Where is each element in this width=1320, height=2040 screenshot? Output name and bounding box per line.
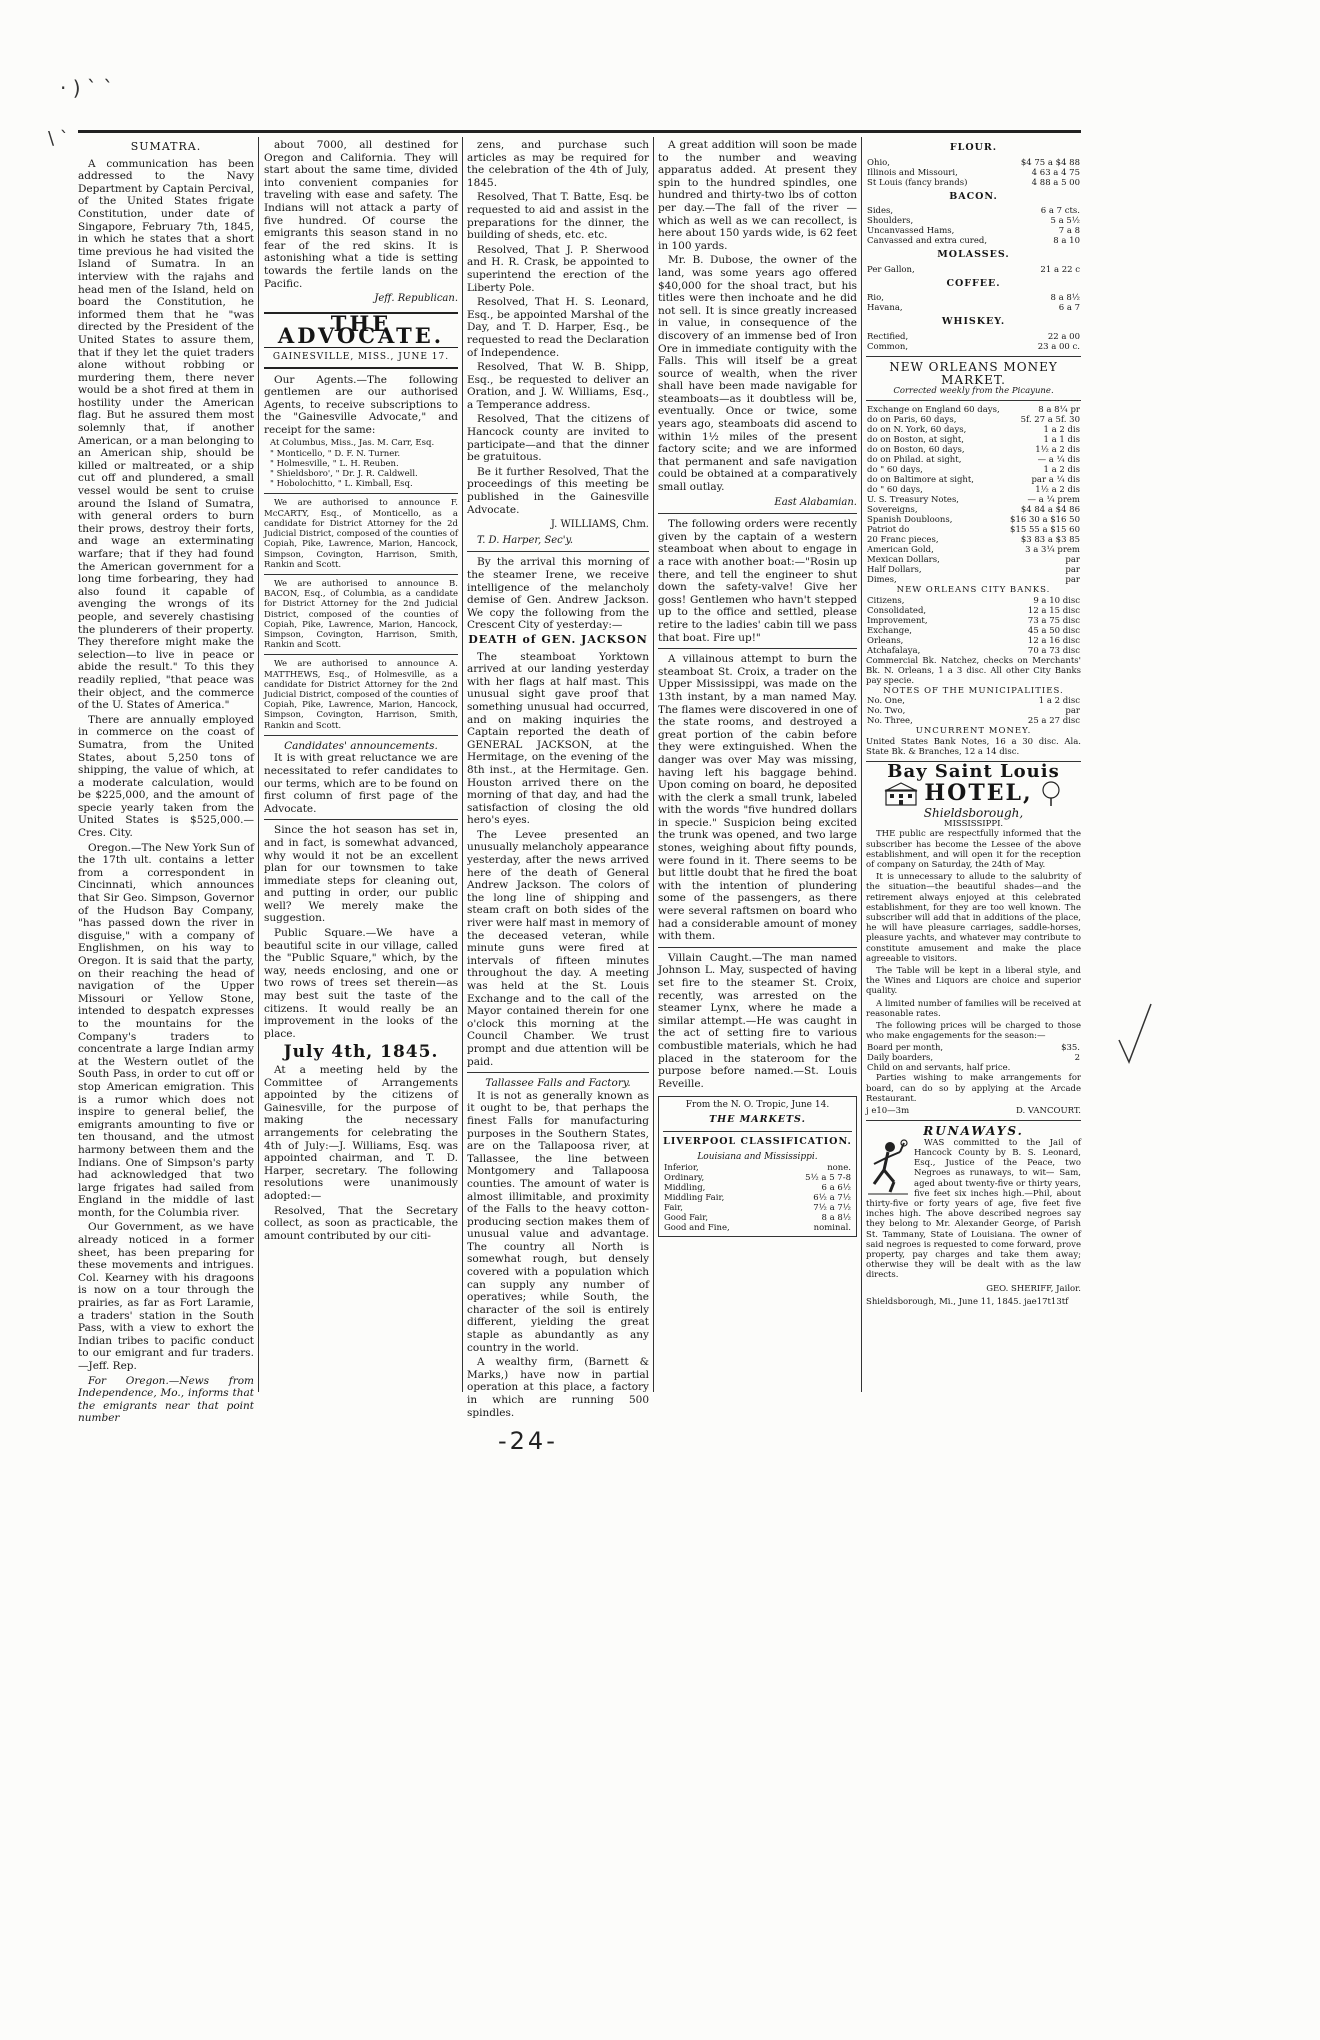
whiskey-heading: WHISKEY. (941, 316, 1006, 328)
hotel-title-row (866, 781, 1081, 807)
table-row (866, 575, 1081, 585)
table-row (663, 1163, 852, 1173)
row-value: 6 a 6½ (821, 1182, 851, 1193)
agent-line: " Hobolochitto, " L. Kimball, Esq. (270, 479, 413, 490)
cotton-price-table (663, 1163, 852, 1233)
markets-subheading: LIVERPOOL CLASSIFICATION. (663, 1135, 852, 1147)
row-label: 20 Franc pieces, (867, 535, 939, 546)
july-heading: July 4th, 1845. (283, 1042, 439, 1063)
agent-line: " Monticello, " D. F. N. Turner. (270, 448, 401, 459)
row-label: Consolidated, (867, 605, 927, 616)
hotel-building-icon (884, 782, 918, 806)
divider (467, 1072, 649, 1073)
row-label: Ordinary, (664, 1172, 705, 1183)
row-label: Uncanvassed Hams, (867, 226, 955, 237)
article-paragraph: Mr. B. Dubose, the owner of the land, was some years ago offered $40,000 for the shoal tract, but his titles were then inchoate and he did not sell. It is since greatly increased in value, in consequence of the discovery of an immense bed of Iron Ore in immediate contiguity with the Falls. This will itself be a great source of wealth, when the river shall have been made navigable for steamboats—as it doubtless will be, eventually. Once or twice, some years ago, steamboats did ascend to within 1½ miles of the present factory scite; and we are informed that permanent and safe navigation could be obtained at a comparatively small outlay. (658, 254, 857, 494)
table-row (663, 1213, 852, 1223)
table-row (866, 216, 1081, 226)
row-value: par (1065, 575, 1080, 586)
table-row (866, 1063, 1081, 1073)
markets-subheading: Louisiana and Mississippi. (697, 1151, 818, 1162)
column-rule (861, 137, 862, 1392)
table-row (866, 158, 1081, 168)
table-row (866, 636, 1081, 646)
row-label: Middling Fair, (664, 1192, 725, 1203)
row-value: — a ¼ prem (1027, 495, 1080, 506)
article-paragraph: A villainous attempt to burn the steamboat St. Croix, a trader on the Upper Mississippi, was made on the 13th instant, by a man named May. The flames were discovered in one of the state rooms, and destroyed a great portion of the cabin before they were extinguished. When the danger was over May was missing, having left his baggage behind. Upon coming on board, he deposited with the clerk a small trunk, labeled with the words "five hundred dollars in specie." Suspicion being excited the trunk was opened, and two large stones, weighing about fifty pounds, were found in it. There seems to be but little doubt that he fired the boat with the intention of plundering some of the passengers, as there were several raftsmen on board who had a considerable amount of money with them. (658, 653, 857, 943)
hotel-paragraph: The following prices will be charged to those who make engagements for the season:— (866, 1021, 1081, 1042)
row-label: No. Three, (867, 716, 913, 727)
table-row (866, 206, 1081, 216)
row-value: $4 75 a $4 88 (1020, 157, 1080, 168)
announcement: We are authorised to announce B. BACON, Esq., of Columbia, as a candidate for District Attorney for the 2nd Judicial District, composed of the counties of Copiah, Pike, Lawrence, Marion, Hancock, Simpson, Covington, Harrison, Smith, Rankin and Scott. (264, 578, 458, 651)
row-label: Improvement, (867, 615, 928, 626)
table-row (866, 178, 1081, 188)
row-label: do " 60 days, (867, 485, 923, 496)
row-value: 70 a 73 disc (1027, 645, 1080, 656)
hotel-rates-table (866, 1043, 1081, 1073)
divider (264, 574, 458, 575)
markets-source: From the N. O. Tropic, June 14. (685, 1100, 830, 1111)
table-row (866, 405, 1081, 415)
agent-line: At Columbus, Miss., Jas. M. Carr, Esq. (270, 438, 435, 449)
row-label: Patriot do (867, 525, 910, 536)
table-row (866, 515, 1081, 525)
table-row (866, 265, 1081, 275)
row-value: 21 a 22 c (1040, 264, 1080, 275)
column-1 (78, 139, 254, 1425)
table-row (866, 1053, 1081, 1063)
table-row (866, 716, 1081, 726)
row-value (1054, 1063, 1081, 1073)
row-value: — a ¼ dis (1037, 455, 1080, 466)
table-row (866, 236, 1081, 246)
article-source: East Alabamian. (774, 496, 857, 508)
article-paragraph: It is with great reluctance we are necessitated to refer candidates to our terms, which are to be found on first column of first page of the Advocate. (264, 752, 458, 815)
table-row (663, 1223, 852, 1233)
runaway-figure-icon (866, 1140, 910, 1196)
row-value: 4 88 a 5 00 (1031, 177, 1080, 188)
row-label: No. One, (867, 696, 905, 707)
article-paragraph: Resolved, That J. P. Sherwood and H. R. Crask, be appointed to superintend the erection of the Liberty Pole. (467, 243, 649, 294)
row-label: Half Dollars, (867, 565, 922, 576)
column-rule (653, 137, 654, 1392)
municipalities-heading: NOTES OF THE MUNICIPALITIES. (883, 686, 1064, 697)
table-row (866, 505, 1081, 515)
row-value: 1 a 1 dis (1043, 435, 1080, 446)
row-value: 7½ a 7½ (813, 1202, 851, 1213)
row-label: Havana, (867, 303, 903, 314)
article-paragraph: There are annually employed in commerce on the coast of Sumatra, from the United States, about 5,250 tons of shipping, the value of which, at a moderate calculation, would be $225,000, and the amount of specie yearly taken from the United States is $525,000.—Cres. City. (78, 713, 254, 840)
table-row (866, 565, 1081, 575)
row-label: Spanish Doubloons, (867, 515, 953, 526)
article-paragraph: A wealthy firm, (Barnett & Marks,) have now in partial operation at this place, a factory in which are running 500 spindles. (467, 1356, 649, 1419)
row-value: 1½ a 2 dis (1035, 445, 1080, 456)
row-label: Canvassed and extra cured, (867, 236, 988, 247)
table-row (866, 525, 1081, 535)
article-paragraph: zens, and purchase such articles as may be required for the celebration of the 4th of July, 1845. (467, 139, 649, 189)
table-row (866, 1043, 1081, 1053)
article-paragraph: Public Square.—We have a beautiful scite in our village, called the "Public Square," which, by the way, needs enclosing, and one or two rows of trees set therein—as may best suit the taste of the citizens. It would really be an improvement in the looks of the place. (264, 927, 458, 1040)
row-label: Good Fair, (664, 1212, 709, 1223)
divider (866, 400, 1081, 401)
agents-intro: Our Agents.—The following gentlemen are our authorised Agents, to receive subscriptions to the "Gainesville Advocate," and receipt for the same: (264, 373, 458, 436)
runaways-signature: GEO. SHERIFF, Jailor. (986, 1283, 1081, 1294)
article-paragraph: For Oregon.—News from Independence, Mo., informs that the emigrants near that point number (78, 1374, 254, 1425)
municipalities-table (866, 696, 1081, 726)
row-value: $15 55 a $15 60 (1010, 525, 1080, 536)
row-label: Sides, (867, 206, 894, 217)
column-4 (658, 139, 857, 1389)
margin-mark: · ) ` ` (60, 76, 114, 100)
row-value: $16 30 a $16 50 (1010, 515, 1080, 526)
hotel-paragraph: The Table will be kept in a liberal style, and the Wines and Liquors are choice and superior quality. (866, 966, 1081, 997)
city-banks-table (866, 596, 1081, 656)
masthead-title: THE ADVOCATE. (264, 312, 458, 348)
row-label: do on Boston, 60 days, (867, 445, 965, 456)
hotel-signature: D. VANCOURT. (1015, 1106, 1081, 1117)
row-value: 9 a 10 disc (1033, 595, 1080, 606)
handwritten-check-mark (1115, 1000, 1155, 1070)
row-value: 5f. 27 a 5f. 30 (1020, 415, 1080, 426)
article-paragraph: about 7000, all destined for Oregon and California. They will start about the same time, divided into convenient companies for traveling with ease and safety. The Indians will not attack a party of five hundred. Of course the emigrants this season stand in no fear of the red skins. It is astonishing what a tide is setting towards the fertile lands on the Pacific. (264, 139, 458, 290)
divider (658, 513, 857, 514)
row-value: par (1065, 555, 1080, 566)
announcement: We are authorised to announce F. McCARTY, Esq., of Monticello, as a candidate for District Attorney for the 2d Judicial District, composed of the counties of Copiah, Pike, Lawrence, Marion, Hancock, Simpson, Covington, Harrison, Smith, Rankin and Scott. (264, 498, 458, 570)
table-row (866, 495, 1081, 505)
runaways-date: Shieldsborough, Mi., June 11, 1845. jae17t13tf (866, 1296, 1069, 1307)
row-value: 45 a 50 disc (1027, 625, 1080, 636)
coffee-table (866, 293, 1081, 313)
article-paragraph: A communication has been addressed to the Navy Department by Captain Percival, of the United States frigate Constitution, under date of Singapore, February 7th, 1845, in which he states that a short time previous he had visited the Island of Sumatra. In an interview with the rajahs and head men of the Island, held on board the Constitution, he informed them that he "was directed by the President of the United States to assure them, that if they let the quiet traders alone without robbing or murdering them, there never would be a shot fired at them in hostility under the American flag. But he assured them most solemnly that, if another American, or a man belonging to an American ship, should be killed or maltreated, or a ship cut off and plundered, a small vessel would be sent to cruise around the Island of Sumatra, with general orders to burn their prows, destroy their forts, and wage an exterminating warfare; that if they had found the American government for a long time forbearing, they had also found it capable of avenging the wrongs of its people, and severely chastising the plunderers of their property. They therefore might make the selection—to live in peace or abide the result." To this they readily replied, "that peace was their object, and the commerce of the U. States of America." (78, 157, 254, 712)
row-label: Exchange on England 60 days, (867, 405, 1000, 416)
molasses-heading: MOLASSES. (937, 249, 1010, 261)
hotel-ad-heading: Bay Saint Louis (887, 760, 1060, 782)
row-value: 7 a 8 (1058, 226, 1080, 237)
article-paragraph: Resolved, That the citizens of Hancock county are invited to participate—and that the dinner be gratuitous. (467, 413, 649, 464)
row-label: do on Boston, at sight, (867, 435, 964, 446)
uncurrent-money-text: United States Bank Notes, 16 a 30 disc. Ala. State Bk. & Branches, 12 a 14 disc. (866, 736, 1081, 757)
row-value: 8 a 10 (1053, 236, 1080, 247)
row-value: 23 a 00 c. (1037, 341, 1080, 352)
row-label: Atchafalaya, (867, 645, 921, 656)
row-value: $35. (1061, 1043, 1080, 1054)
article-paragraph: The steamboat Yorktown arrived at our landing yesterday with her flags at half mast. This unusual sight gave proof that something unusual had occurred, and on making inquiries the Captain reported the death of GENERAL JACKSON, at the Hermitage, on the evening of the 8th inst., at the Hermitage. Gen. Houston arrived there on the morning of that day, and had the satisfaction of closing the old hero's eyes. (467, 650, 649, 827)
divider (658, 648, 857, 649)
table-row (663, 1173, 852, 1183)
table-row (663, 1203, 852, 1213)
row-label: Inferior, (664, 1162, 699, 1173)
divider (866, 1120, 1081, 1121)
article-source: Jeff. Republican. (374, 293, 458, 305)
row-label: Daily boarders, (867, 1053, 934, 1064)
flour-table (866, 158, 1081, 188)
article-paragraph: The Levee presented an unusually melancholy appearance yesterday, after the news arrived here of the death of General Andrew Jackson. The colors of the long line of shipping and steam craft on both sides of the river were half mast in memory of the deceased veteran, while minute guns were fired at intervals of fifteen minutes throughout the day. A meeting was held at the St. Louis Exchange and to the call of the Mayor contained therein for one o'clock this morning at the Council Chamber. We trust prompt and due attention will be paid. (467, 828, 649, 1068)
table-row (866, 596, 1081, 606)
table-row (663, 1183, 852, 1193)
row-value: 1 a 2 dis (1043, 425, 1080, 436)
row-value: 8 a 8¼ pr (1038, 405, 1080, 416)
row-value: 1 a 2 dis (1043, 465, 1080, 476)
article-paragraph: At a meeting held by the Committee of Arrangements appointed by the citizens of Gainesville, for the purpose of making the necessary arrangements for celebrating the 4th of July:—J. Williams, Esq. was appointed chairman, and T. D. Harper, secretary. The following resolutions were unanimously adopted:— (264, 1064, 458, 1202)
row-label: Illinois and Missouri, (867, 167, 958, 178)
column-5 (866, 139, 1081, 1389)
row-label: Ohio, (867, 157, 890, 168)
row-value: 6½ a 7½ (813, 1192, 851, 1203)
row-value: nominal. (813, 1222, 851, 1233)
row-label: Rio, (867, 293, 884, 304)
row-value: 8 a 8½ (1050, 293, 1080, 304)
table-row (866, 606, 1081, 616)
row-value: 5½ a 5 7-8 (805, 1172, 851, 1183)
article-paragraph: A great addition will soon be made to the number and weaving apparatus added. At present they spin to the hundred spindles, one hundred and thirty-two lbs of cotton per day.—The fall of the river —which as well as we can recollect, is here about 150 yards wide, is 62 feet in 100 yards. (658, 139, 857, 252)
row-value: par (1065, 706, 1080, 717)
hotel-place: Shieldsborough, (923, 805, 1024, 820)
row-label: do on Philad. at sight, (867, 455, 962, 466)
row-value: 12 a 15 disc (1027, 605, 1080, 616)
row-label: Good and Fine, (664, 1222, 730, 1233)
row-label: Common, (867, 341, 909, 352)
row-label: Exchange, (867, 625, 912, 636)
divider (264, 735, 458, 736)
table-row (866, 332, 1081, 342)
row-label: Per Gallon, (867, 264, 915, 275)
row-label: American Gold, (867, 545, 934, 556)
hotel-name: HOTEL, (924, 780, 1033, 807)
article-heading: SUMATRA. (130, 140, 202, 153)
agent-line: " Holmesville, " L. H. Reuben. (270, 458, 399, 469)
row-label: Child on and servants, half price. (867, 1063, 1011, 1074)
row-label: Shoulders, (867, 216, 914, 227)
runaways-heading: RUNAWAYS. (923, 1124, 1024, 1139)
masthead-dateline: GAINESVILLE, MISS., JUNE 17. (264, 351, 458, 369)
row-value: 73 a 75 disc (1027, 615, 1080, 626)
table-row (663, 1193, 852, 1203)
row-value: 4 63 a 4 75 (1031, 167, 1080, 178)
bacon-table (866, 206, 1081, 246)
divider (663, 1131, 852, 1132)
flour-heading: FLOUR. (949, 142, 998, 153)
city-banks-heading: NEW ORLEANS CITY BANKS. (896, 585, 1051, 596)
table-row (866, 425, 1081, 435)
row-value: none. (827, 1162, 851, 1173)
table-row (866, 455, 1081, 465)
hotel-state: MISSISSIPPI. (943, 819, 1004, 830)
runaways-notice (866, 1138, 1081, 1281)
table-row (866, 342, 1081, 352)
row-value: 22 a 00 (1047, 331, 1080, 342)
row-label: U. S. Treasury Notes, (867, 495, 960, 506)
table-row (866, 545, 1081, 555)
row-value: 5 a 5½ (1050, 216, 1080, 227)
table-row (866, 616, 1081, 626)
article-paragraph: Since the hot season has set in, and in fact, is somewhat advanced, why would it not be an excellent plan for our townsmen to take immediate steps for cleaning out, and putting in order, our public well? We merely make the suggestion. (264, 824, 458, 925)
table-row (866, 475, 1081, 485)
coffee-heading: COFFEE. (946, 277, 1001, 289)
row-label: No. Two, (867, 706, 906, 717)
markets-box (658, 1096, 857, 1236)
row-label: Citizens, (867, 595, 905, 606)
city-banks-note: Commercial Bk. Natchez, checks on Merchants' Bk. N. Orleans, 1 a 3 disc. All other City Banks pay specie. (866, 655, 1081, 686)
newspaper-page (78, 130, 1081, 1425)
table-row (866, 293, 1081, 303)
margin-mark-slash: \ ` (48, 128, 69, 149)
whiskey-table (866, 332, 1081, 352)
row-label: Rectified, (867, 331, 909, 342)
article-paragraph: Resolved, That W. B. Shipp, Esq., be requested to deliver an Oration, and J. W. Williams, Esq., a Temperance address. (467, 361, 649, 411)
markets-heading: THE MARKETS. (709, 1114, 806, 1126)
article-paragraph: It is not as generally known as it ought to be, that perhaps the finest Falls for manufacturing purposes in the Southern States, are on the Tallapoosa river, at Tallassee, the line between Montgomery and Tallapoosa counties. The amount of water is almost illimitable, and proximity of the Falls to the heavy cotton-producing section makes them of unusual value and advantage. The country all North is somewhat rough, but densely covered with a population which can supply any number of operatives; while South, the character of the soil is entirely different, yielding the great staple as abundantly as any country in the world. (467, 1089, 649, 1354)
uncurrent-money-heading: UNCURRENT MONEY. (915, 726, 1032, 737)
article-paragraph: Resolved, That H. S. Leonard, Esq., be appointed Marshal of the Day, and T. D. Harper, Esq., be requested to read the Declaration of Independence. (467, 296, 649, 359)
column-rule (462, 137, 463, 1392)
article-paragraph: Resolved, That T. Batte, Esq. be requested to aid and assist in the preparations for the dinner, the building of sheds, etc. etc. (467, 191, 649, 242)
article-paragraph: Our Government, as we have already noticed in a former sheet, has been preparing for these movements and intrigues. Col. Kearney with his dragoons is now on a tour through the prairies, as far as Fort Laramie, a traders' station in the South Pass, with a view to exhort the Indian tribes to pacific conduct to our emigrant and fur traders.—Jeff. Rep. (78, 1221, 254, 1372)
table-row (866, 706, 1081, 716)
table-row (866, 696, 1081, 706)
column-2 (264, 139, 458, 1389)
announcement: We are authorised to announce A. MATTHEWS, Esq., of Holmesville, as a candidate for District Attorney for the 2nd Judicial District, composed of the counties of Copiah, Pike, Lawrence, Marion, Hancock, Simpson, Covington, Harrison, Smith, Rankin and Scott. (264, 659, 458, 731)
row-value: $4 84 a $4 86 (1020, 505, 1080, 516)
table-row (866, 226, 1081, 236)
row-value: 6 a 7 (1058, 303, 1080, 314)
money-market-source: Corrected weekly from the Picayune. (893, 386, 1054, 397)
money-market-heading: NEW ORLEANS MONEY MARKET. (889, 359, 1058, 387)
money-table (866, 405, 1081, 585)
row-label: Middling, (664, 1182, 706, 1193)
table-row (866, 626, 1081, 636)
divider (658, 947, 857, 948)
jackson-heading: DEATH of GEN. JACKSON (468, 632, 648, 646)
candidates-heading: Candidates' announcements. (284, 739, 438, 752)
runaways-paragraph: WAS committed to the Jail of Hancock County by B. S. Leonard, Esq., Justice of the Peace, two Negroes as runaways, to wit— Sam, aged about twenty-five or thirty years, five feet six inches high.—Phil, about thirty-five or forty years of age, five feet five inches high. The above described negroes say they belong to Mr. Alexander George, of Parish St. Tammany, State of Louisiana. The owner of said negroes is requested to come forward, prove property, pay charges and take them away; otherwise they will be dealt with as the law directs. (866, 1137, 1081, 1281)
row-value: 12 a 16 disc (1027, 635, 1080, 646)
signature: T. D. Harper, Sec'y. (477, 534, 574, 546)
molasses-table (866, 265, 1081, 275)
agents-list (264, 438, 458, 489)
tree-icon (1039, 781, 1063, 807)
column-rule (258, 137, 259, 1392)
article-paragraph: The following orders were recently given by the captain of a western steamboat when about to engage in a race with another boat:—"Rosin up there, and tell the engineer to shut down the safety-valve! Give her goss! Gentlemen who havn't stepped up to the office and settled, please retire to the ladies' cabin till we pass that boat. Fire up!" (658, 518, 857, 644)
table-row (866, 168, 1081, 178)
article-paragraph: Oregon.—The New York Sun of the 17th ult. contains a letter from a correspondent in Cincinnati, which announces that Sir Geo. Simpson, Governor of the Hudson Bay Company, "has passed down the river in disguise," with a company of Englishmen, on his way to Oregon. It is said that the party, on their reaching the head of navigation of the Upper Missouri or Yellow Stone, intended to despatch expresses to the mountains for the Company's traders to concentrate a large Indian army at the Western outlet of the South Pass, in order to cut off or stop American emigration. This is a rumor which does not inspire to general belief, the emigrants amounting to five or ten thousand, and the utmost harmony between them and the Indians. One of Simpson's party had acknowledged that two large frigates had sailed from England in the middle of last month, for the Columbia river. (78, 841, 254, 1219)
hotel-paragraph: THE public are respectfully informed that the subscriber has become the Lessee of the above establishment, and will open it for the reception of company on Saturday, the 24th of May. (866, 829, 1081, 870)
row-value: par (1065, 565, 1080, 576)
row-value: par a ¼ dis (1031, 475, 1080, 486)
divider (264, 654, 458, 655)
row-label: do " 60 days, (867, 465, 923, 476)
row-value: 6 a 7 cts. (1040, 206, 1080, 217)
article-paragraph: By the arrival this morning of the steamer Irene, we receive intelligence of the melancholy demise of Gen. Andrew Jackson. We copy the following from the Crescent City of yesterday:— (467, 556, 649, 632)
row-label: Fair, (664, 1202, 683, 1213)
table-row (866, 555, 1081, 565)
row-label: Board per month, (867, 1043, 944, 1054)
table-row (866, 445, 1081, 455)
row-label: Sovereigns, (867, 505, 918, 516)
hotel-paragraph: Parties wishing to make arrangements for board, can do so by applying at the Arcade Restaurant. (866, 1073, 1081, 1104)
agent-line: " Shieldsboro', " Dr. J. R. Caldwell. (270, 469, 418, 480)
row-label: Dimes, (867, 575, 897, 586)
falls-heading: Tallassee Falls and Factory. (485, 1077, 631, 1090)
row-value: 1 a 2 disc (1038, 696, 1080, 707)
divider (467, 551, 649, 552)
row-label: Orleans, (867, 635, 904, 646)
article-paragraph: Villain Caught.—The man named Johnson L. May, suspected of having set fire to the steamer St. Croix, recently, was arrested on the steamer Lynx, where he made a similar attempt.—He was caught in the act of setting fire to various combustible materials, which he had placed in the stateroom for the purpose before named.—St. Louis Reveille. (658, 951, 857, 1090)
divider (264, 819, 458, 820)
row-label: do on Baltimore at sight, (867, 475, 974, 486)
bacon-heading: BACON. (949, 190, 998, 202)
row-label: St Louis (fancy brands) (867, 177, 968, 188)
row-label: do on N. York, 60 days, (867, 425, 967, 436)
hotel-paragraph: A limited number of families will be received at reasonable rates. (866, 998, 1081, 1019)
row-value: 25 a 27 disc (1027, 716, 1080, 727)
row-value: 3 a 3¼ prem (1025, 545, 1080, 556)
row-label: do on Paris, 60 days, (867, 415, 957, 426)
row-value: 2 (1074, 1053, 1080, 1064)
article-paragraph: Resolved, That the Secretary collect, as soon as practicable, the amount contributed by our citi- (264, 1204, 458, 1242)
row-value: 8 a 8½ (821, 1212, 851, 1223)
table-row (866, 485, 1081, 495)
table-row (866, 415, 1081, 425)
table-row (866, 646, 1081, 656)
table-row (866, 465, 1081, 475)
signature: J. WILLIAMS, Chm. (550, 519, 649, 531)
hotel-signature-row (866, 1106, 1081, 1116)
divider (866, 356, 1081, 357)
table-row (866, 303, 1081, 313)
row-label: Mexican Dollars, (867, 555, 940, 566)
row-value: 1½ a 2 dis (1035, 485, 1080, 496)
article-paragraph: Be it further Resolved, That the proceedings of this meeting be published in the Gainesville Advocate. (467, 465, 649, 516)
hotel-paragraph: It is unnecessary to allude to the salubrity of the situation—the beautiful shades—and the retirement always enjoyed at this celebrated establishment, for they are too well known. The subscriber will add that in additions of the place, he will have pleasure carriages, saddle-horses, pleasure yachts, and whatever may contribute to constitute amusement and make the place agreeable to visitors. (866, 872, 1081, 964)
table-row (866, 435, 1081, 445)
column-3 (467, 139, 649, 1419)
table-row (866, 535, 1081, 545)
handwritten-page-number: -24- (498, 1427, 558, 1455)
row-value: $3 83 a $3 85 (1020, 535, 1080, 546)
hotel-date: j e10—3m (866, 1106, 910, 1117)
divider (264, 493, 458, 494)
